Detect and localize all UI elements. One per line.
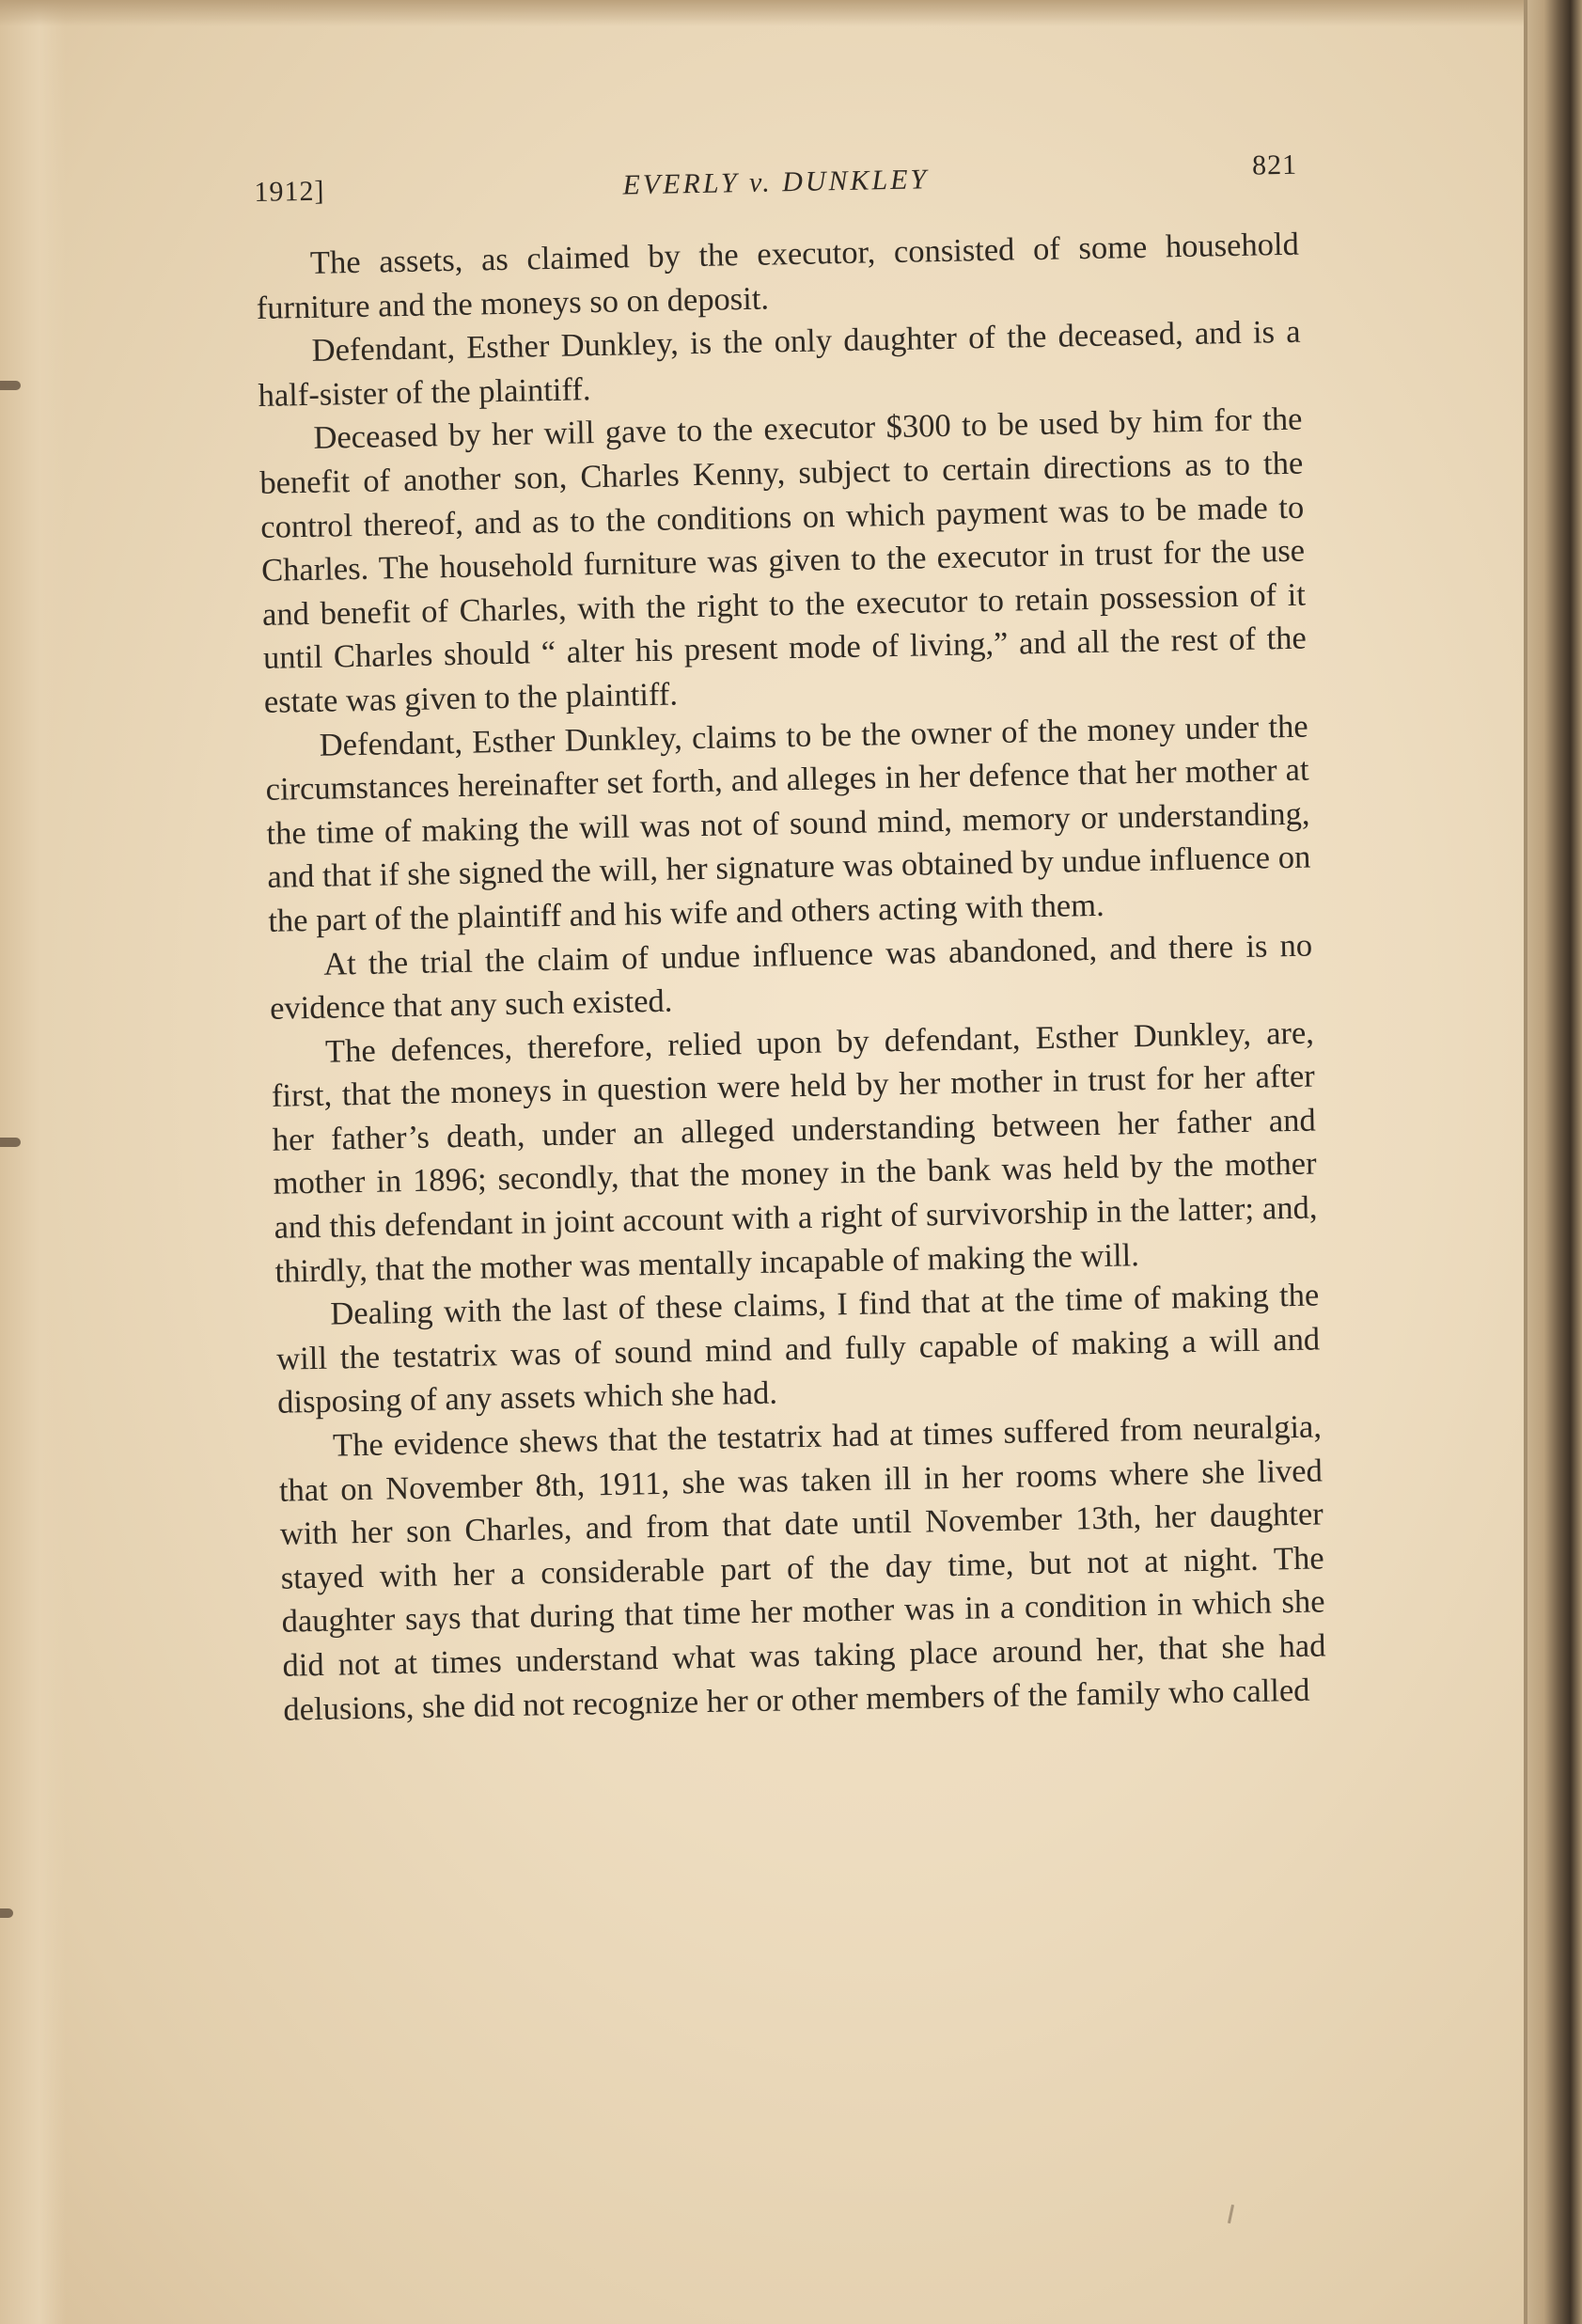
paragraph: Deceased by her will gave to the executor $300 to be used by him for the benefit of another son, Charles Kenny, subject to certain directions as to the control thereof, and as to the conditions on which payment was to be made to Charles. The household furniture was given to the executor in trust for the use and benefit of Charles, with the right to the executor to retain possession of it until Charles should “ alter his present mode of living,” and all the rest of the estate was given to the plaintiff. bbox=[259, 401, 1308, 720]
running-head-title: EVERLY v. DUNKLEY bbox=[622, 164, 930, 201]
stray-mark bbox=[1228, 2205, 1234, 2223]
margin-mark bbox=[0, 381, 21, 390]
paragraph: Dealing with the last of these claims, I find that at the time of making the will the testatrix was of sound mind and fully capable of making a will and disposing of any assets which she had. bbox=[275, 1277, 1321, 1421]
top-edge-shadow bbox=[0, 0, 1582, 26]
page-edge-line bbox=[1524, 0, 1527, 2324]
paragraph: Defendant, Esther Dunkley, is the only daughter of the deceased, and is a half-sister of the plaintiff. bbox=[258, 313, 1301, 414]
margin-mark bbox=[0, 1908, 13, 1918]
margin-mark bbox=[0, 1138, 21, 1147]
page-text-block bbox=[254, 149, 1327, 1732]
running-head bbox=[254, 149, 1298, 226]
paragraph: The evidence shews that the testatrix had at times suffered from neuralgia, that on November 8th, 1911, she was taken ill in her rooms where she lived with her son Charles, and from that date until November 13th, her daughter stayed with her a considerable part of the day time, but not at night. The daughter says that during that time her mother was in a condition in which she did not at times understand what was taking place around her, that she had delusions, she did not recognize her or other members of the family who called bbox=[278, 1408, 1326, 1728]
paragraph: At the trial the claim of undue influence was abandoned, and there is no evidence that any such existed. bbox=[269, 927, 1313, 1027]
page-number: 821 bbox=[1251, 149, 1298, 181]
binding-shadow bbox=[0, 0, 66, 2324]
paragraph: The assets, as claimed by the executor, consisted of some household furniture and the moneys so on deposit. bbox=[256, 226, 1300, 326]
running-head-year: 1912] bbox=[254, 175, 325, 208]
paragraph: The defences, therefore, relied upon by defendant, Esther Dunkley, are, first, that the moneys in question were held by her mother in trust for her after her father’s death, under an alleged understanding between her father and mother in 1896; secondly, that the money in the bank was held by the mother and this defendant in joint account with a right of survivorship in the latter; and, thirdly, that the mother was mentally incapable of making the will. bbox=[271, 1014, 1318, 1290]
paragraph: Defendant, Esther Dunkley, claims to be the owner of the money under the circumstances hereinafter set forth, and alleges in her defence that her mother at the time of making the will was not of sound mind, memory or understanding, and that if she signed the will, her signature was obtained by undue influence on the part of the plaintiff and his wife and others acting with them. bbox=[265, 708, 1311, 939]
page-edge-right bbox=[1524, 0, 1582, 2324]
